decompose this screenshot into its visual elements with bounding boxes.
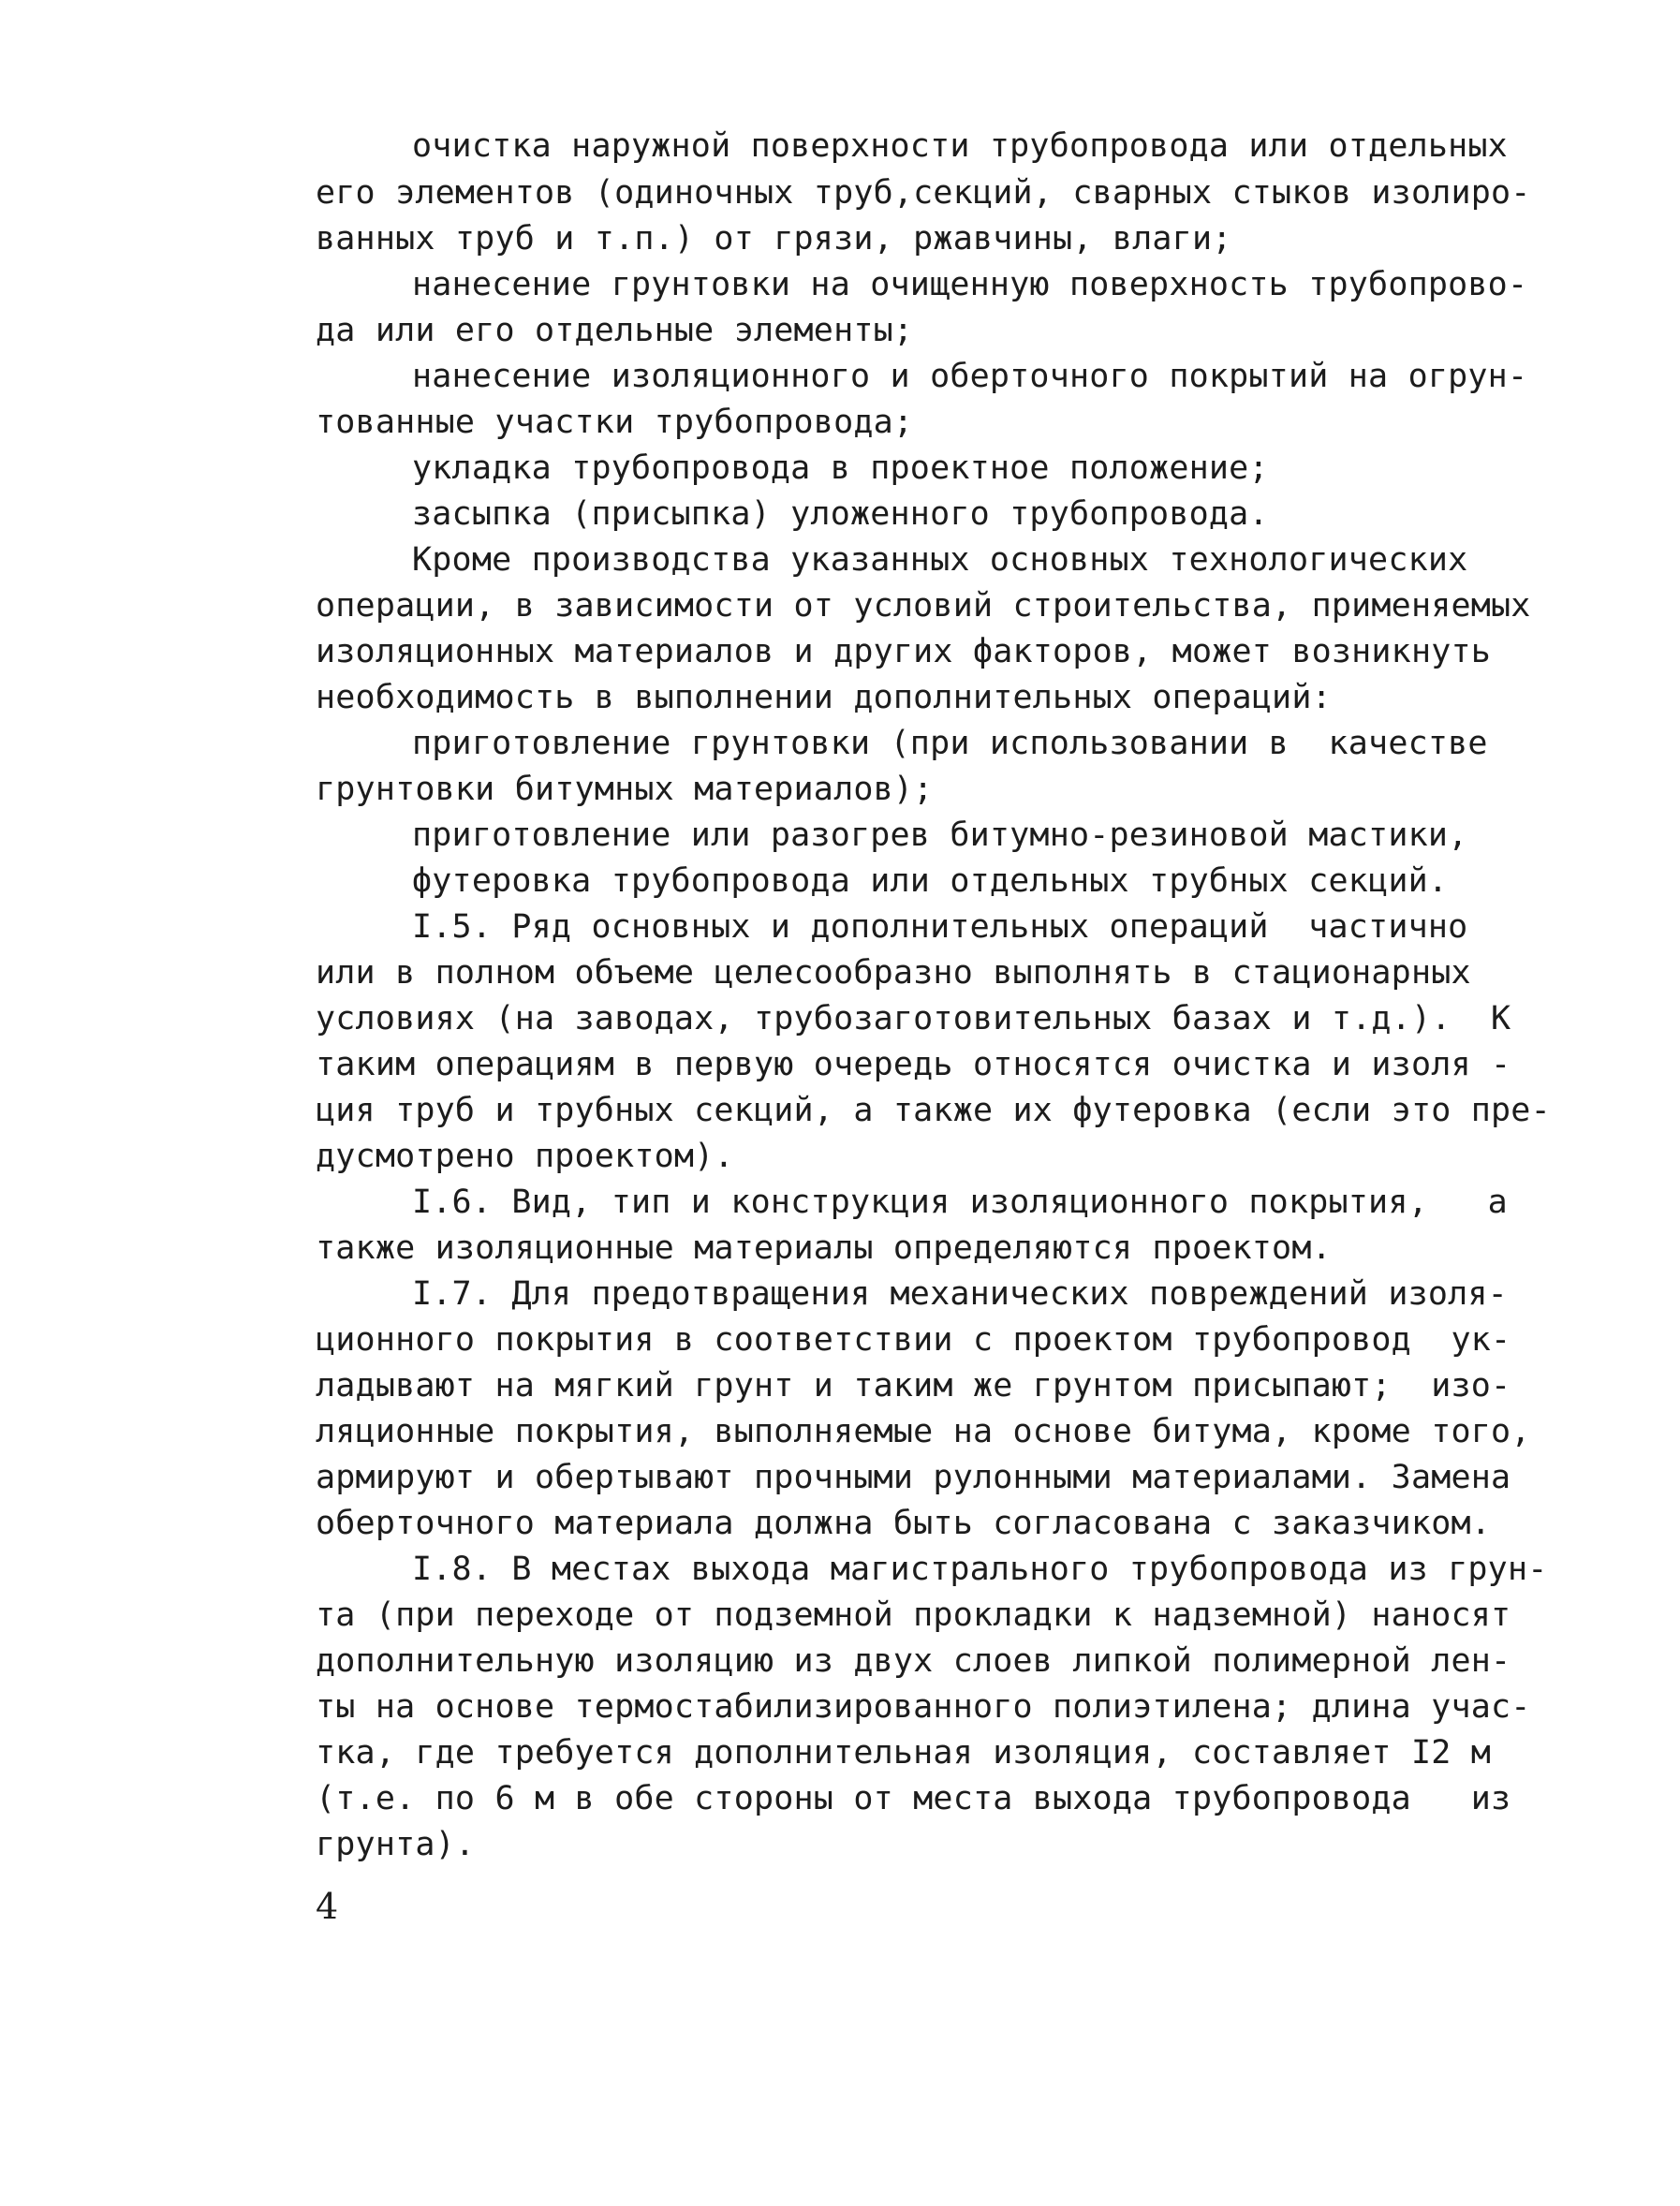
text-line: нанесение изоляционного и оберточного покрытий на огрун- xyxy=(412,358,1528,395)
text-line: также изоляционные материалы определяются проектом. xyxy=(316,1229,1332,1267)
text-line: операции, в зависимости от условий строительства, применяемых xyxy=(316,587,1531,625)
text-line: I.5. Ряд основных и дополнительных операций частично xyxy=(412,908,1468,946)
page-number: 4 xyxy=(316,1886,339,1927)
text-line: грунта). xyxy=(316,1826,476,1863)
text-line: укладка трубопровода в проектное положение; xyxy=(412,449,1269,487)
text-line: необходимость в выполнении дополнительных операций: xyxy=(316,679,1332,716)
text-line: или в полном объеме целесообразно выполнять в стационарных xyxy=(316,954,1471,992)
text-line: изоляционных материалов и других факторов, может возникнуть xyxy=(316,633,1492,670)
text-line: приготовление или разогрев битумно-резиновой мастики, xyxy=(412,816,1468,854)
text-line: I.6. Вид, тип и конструкция изоляционного покрытия, а xyxy=(412,1184,1508,1221)
text-line: Кроме производства указанных основных технологических xyxy=(412,541,1468,579)
text-line: тованные участки трубопровода; xyxy=(316,404,914,441)
text-line: да или его отдельные элементы; xyxy=(316,312,914,349)
text-line: его элементов (одиночных труб,секций, сварных стыков изолиро- xyxy=(316,174,1531,212)
text-line: приготовление грунтовки (при использовании в качестве xyxy=(412,725,1488,762)
text-line: та (при переходе от подземной прокладки к надземной) наносят xyxy=(316,1596,1511,1634)
text-line: тка, где требуется дополнительная изоляция, составляет I2 м xyxy=(316,1734,1492,1772)
text-line: ладывают на мягкий грунт и таким же грунтом присыпают; изо- xyxy=(316,1367,1511,1404)
text-line: (т.е. по 6 м в обе стороны от места выхода трубопровода из xyxy=(316,1780,1511,1817)
text-line: ляционные покрытия, выполняемые на основе битума, кроме того, xyxy=(316,1413,1531,1450)
text-line: армируют и обертывают прочными рулонными материалами. Замена xyxy=(316,1459,1511,1496)
text-line: ты на основе термостабилизированного полиэтилена; длина учас- xyxy=(316,1688,1531,1726)
text-line: дополнительную изоляцию из двух слоев липкой полимерной лен- xyxy=(316,1642,1511,1680)
text-line: грунтовки битумных материалов); xyxy=(316,771,934,808)
text-line: оберточного материала должна быть согласована с заказчиком. xyxy=(316,1505,1492,1542)
text-line: ванных труб и т.п.) от грязи, ржавчины, влаги; xyxy=(316,220,1232,257)
text-line: условиях (на заводах, трубозаготовительных базах и т.д.). К xyxy=(316,1000,1511,1037)
text-line: футеровка трубопровода или отдельных трубных секций. xyxy=(412,862,1449,900)
text-line: засыпка (присыпка) уложенного трубопровода. xyxy=(412,495,1269,533)
text-line: I.7. Для предотвращения механических повреждений изоля- xyxy=(412,1275,1508,1313)
text-line: нанесение грунтовки на очищенную поверхность трубопрово- xyxy=(412,266,1528,303)
text-line: таким операциям в первую очередь относятся очистка и изоля - xyxy=(316,1046,1511,1083)
text-line: I.8. В местах выхода магистрального трубопровода из грун- xyxy=(412,1551,1548,1588)
text-line: ционного покрытия в соответствии с проектом трубопровод ук- xyxy=(316,1321,1511,1359)
text-line: ция труб и трубных секций, а также их футеровка (если это пре- xyxy=(316,1092,1551,1129)
text-line: дусмотрено проектом). xyxy=(316,1138,734,1175)
text-line: очистка наружной поверхности трубопровода или отдельных xyxy=(412,127,1508,165)
